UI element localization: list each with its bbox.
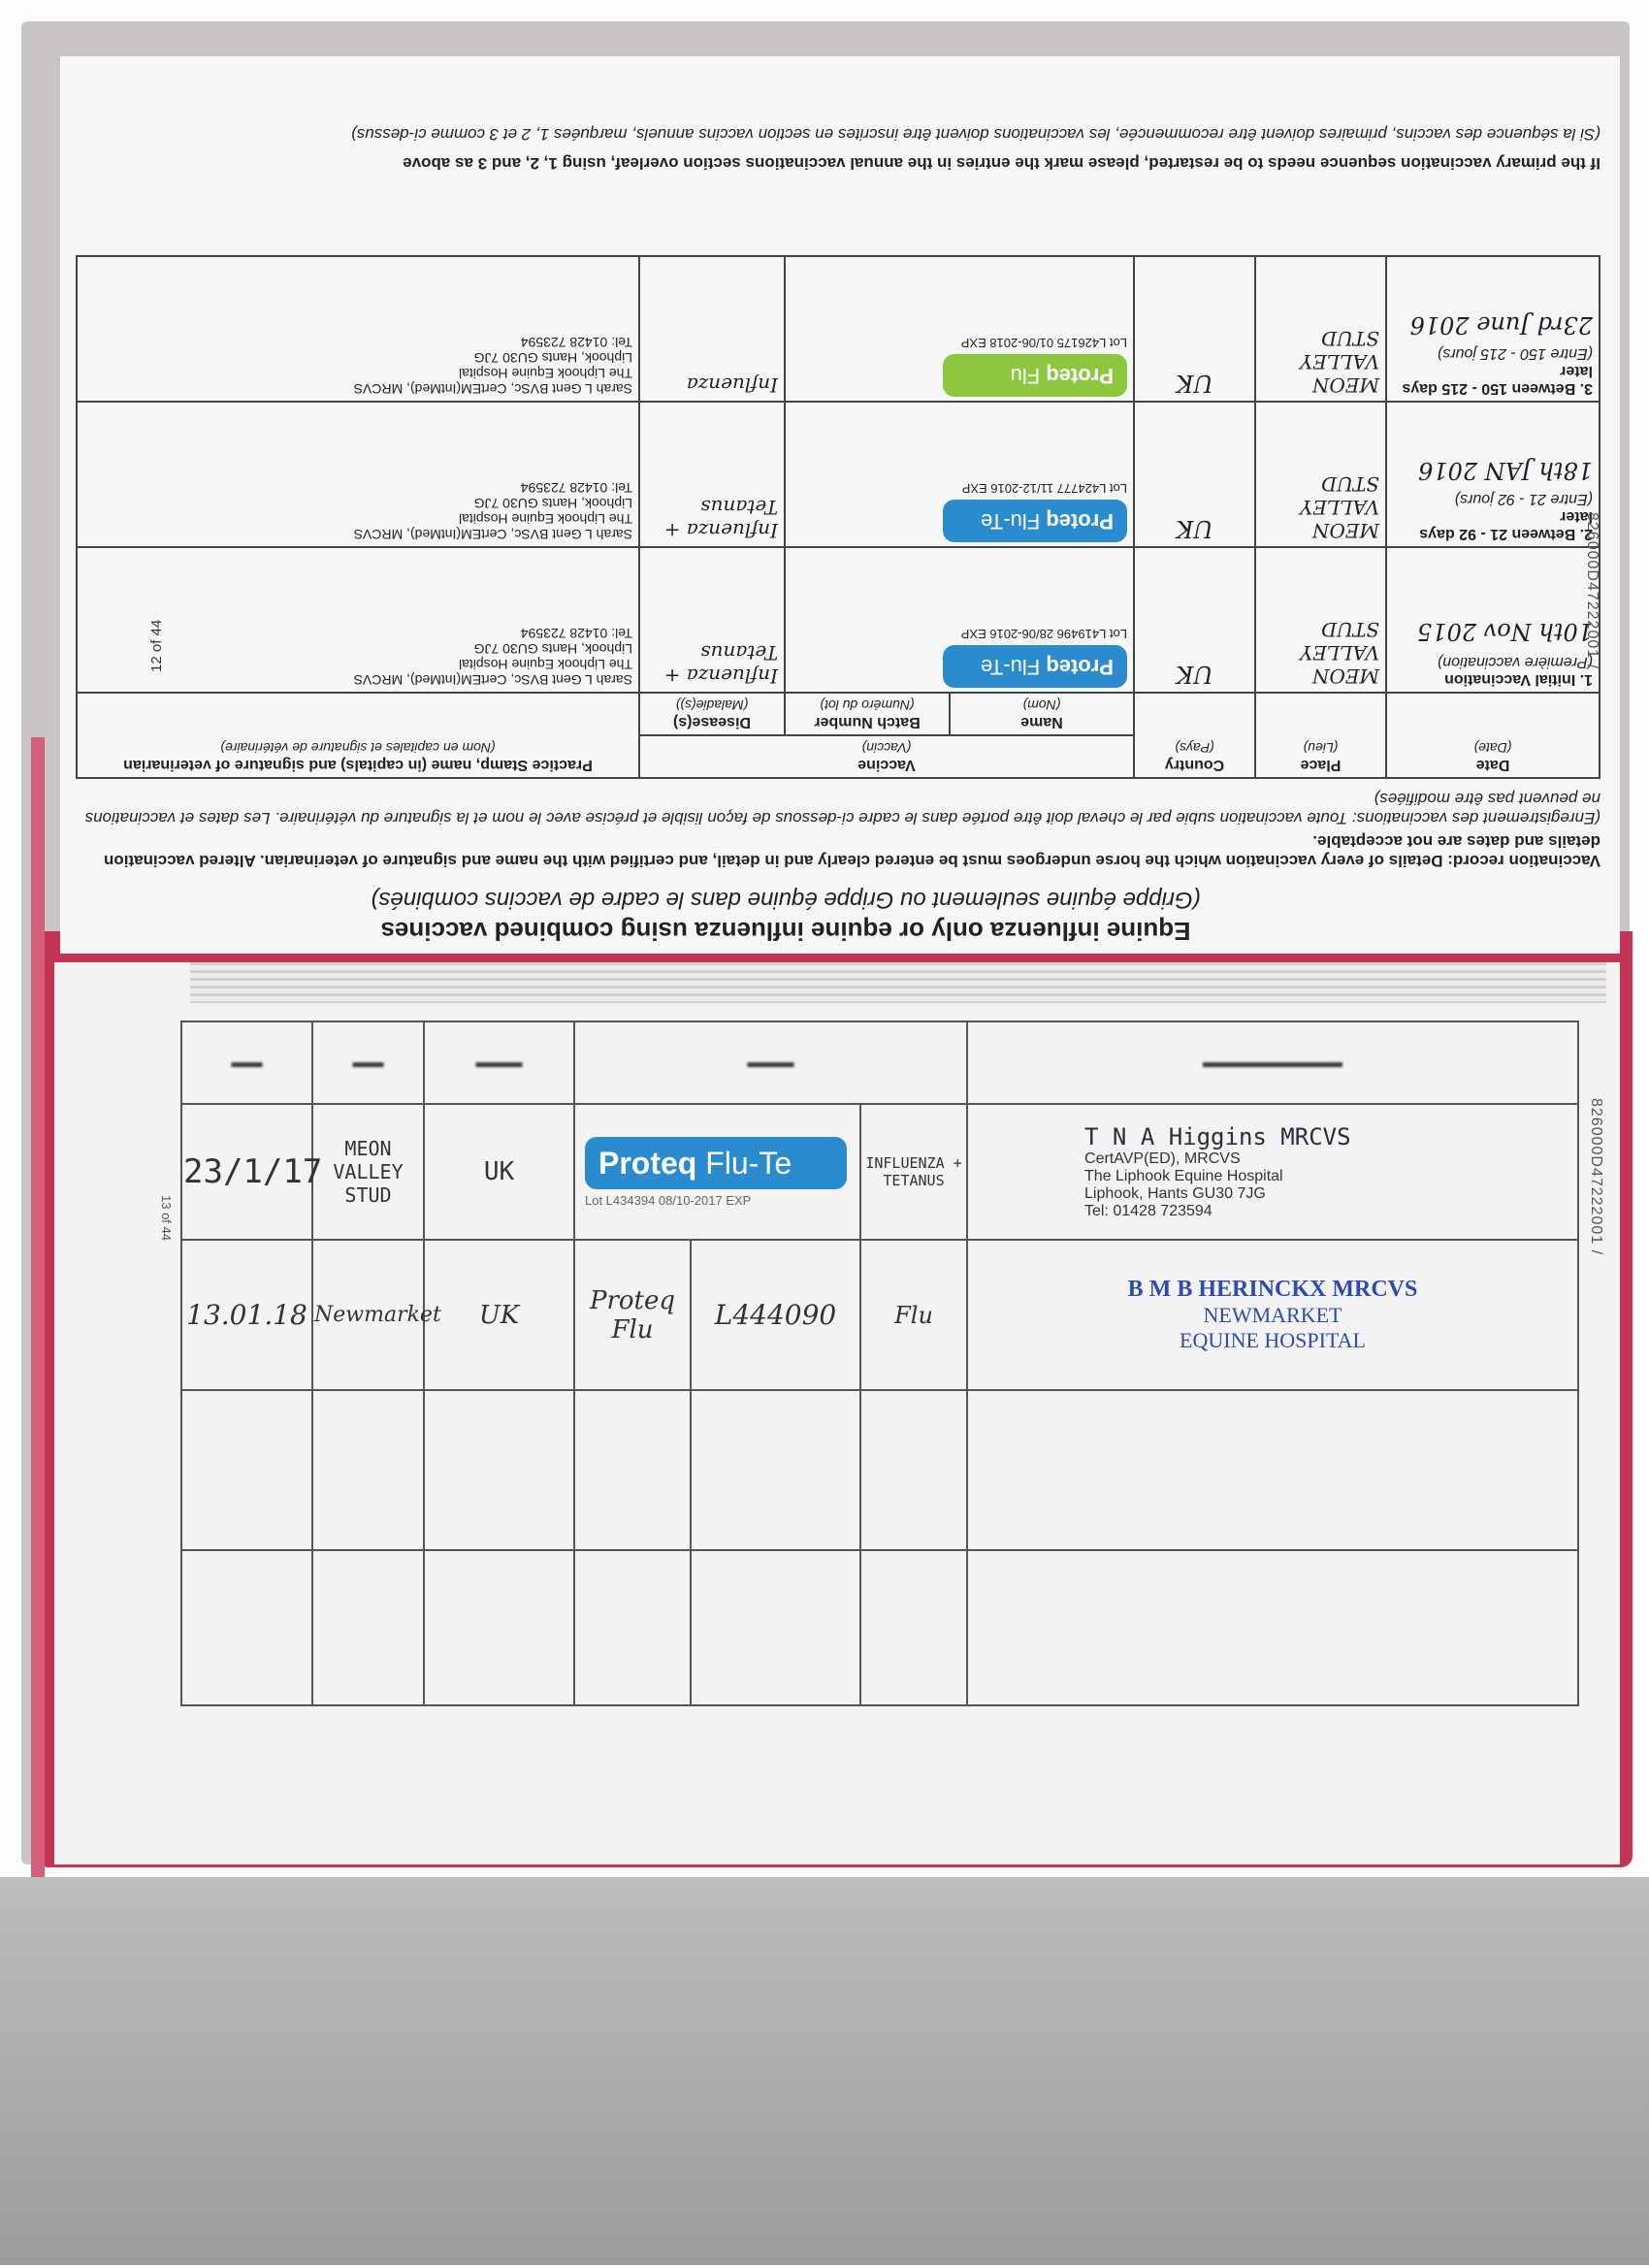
vaccine-name-cell: Proteq Flu [574,1240,691,1390]
stamp-cell: Sarah L Gent BVSc, CertEM(IntMed), MRCVS The Liphook Equine Hospital Liphook, Hants GU30 7JG Tel: 01428 723594 [77,256,639,402]
place-cell: MEON VALLEY STUD [1255,256,1386,402]
date-cell [1386,256,1600,402]
passport-code: 826000D47222001 / [1588,1098,1604,1256]
table-row [181,1390,1578,1550]
place-cell: MEON VALLEY STUD [1255,402,1386,547]
lot-number: Lot L424777 11/12-2016 EXP [961,481,1127,496]
table-row [181,1240,1578,1390]
restart-note: If the primary vaccination sequence needs to be restarted, please mark the entries in the annual vaccinations section overleaf, using 1, 2, and 3 as above [403,154,1600,173]
blurred-header: ▬▬ [312,1021,424,1104]
header-place: Place (Lieu) [1255,693,1386,778]
vaccination-page-upper [60,56,1620,954]
row-label-fr: (Entre 150 - 215 jours) [1437,345,1593,362]
page-number: 12 of 44 [148,619,165,672]
date-value: 18th JAN 2016 [1418,457,1593,484]
blurred-header: ▬▬ [181,1021,312,1104]
table-row [77,256,1600,402]
country-cell: UK [424,1240,574,1390]
vaccine-sticker: Proteq Flu [943,354,1127,397]
place-cell: Newmarket [312,1240,424,1390]
date-cell: 13.01.18 [181,1240,312,1390]
disease-cell: INFLUENZA + TETANUS [860,1104,967,1240]
vaccination-table-upper [76,255,1600,779]
country-cell: UK [424,1104,574,1240]
vaccine-label-cell [785,256,1134,402]
vaccine-label-cell [785,547,1134,693]
vaccine-label-cell [574,1104,860,1240]
stamp-cell: B M B HERINCKX MRCVS NEWMARKET EQUINE HOSPITAL [967,1240,1578,1390]
table-row [77,547,1600,693]
vaccination-table-lower [180,1021,1579,1706]
date-cell [1386,547,1600,693]
place-cell: MEON VALLEY STUD [312,1104,424,1240]
vaccination-page-upper-content [60,56,1620,954]
table-row [181,1104,1578,1240]
disease-cell: Influenza + Tetanus [639,402,785,547]
lot-number: Lot L426175 01/06-2018 EXP [960,336,1127,350]
stamp-cell: Sarah L Gent BVSc, CertEM(IntMed), MRCVS The Liphook Equine Hospital Liphook, Hants GU30 7JG Tel: 01428 723594 [77,547,639,693]
page-title-fr: (Grippe équine seulement ou Grippe équine dans le cadre de vaccins combinés) [371,887,1201,913]
disease-cell: Influenza + Tetanus [639,547,785,693]
vaccine-sticker: Proteq Flu-Te [943,645,1127,688]
date-value: 10th Nov 2015 [1417,618,1593,645]
page-title: Equine influenza only or equine influenza using combined vaccines [380,917,1191,946]
passport-code: 826000D47222001 / [1584,512,1600,670]
row-label: 1. Initial Vaccination [1444,671,1593,688]
stamp-cell: Sarah L Gent BVSc, CertEM(IntMed), MRCVS The Liphook Equine Hospital Liphook, Hants GU30 7JG Tel: 01428 723594 [77,402,639,547]
blurred-header: ▬▬▬▬▬▬▬▬▬ [967,1021,1578,1104]
record-heading: Vaccination record: [1447,852,1600,870]
blurred-header: ▬▬▬ [424,1021,574,1104]
vaccination-page-lower [54,962,1620,1864]
date-cell: 23/1/17 [181,1104,312,1240]
page-number: 13 of 44 [159,1195,174,1241]
batch-cell: L444090 [691,1240,860,1390]
header-stamp: Practice Stamp, name (in capitals) and signature of veterinarian (Nom en capitales et signature de vétérinaire) [77,693,639,778]
country-cell: UK [1134,256,1255,402]
header-country: Country (Pays) [1134,693,1255,778]
date-value: 23rd June 2016 [1409,311,1593,339]
row-label-fr: (Première vaccination) [1437,654,1593,670]
blurred-header-row [181,1021,1578,1104]
record-instructions [78,831,1600,870]
date-cell [1386,402,1600,547]
scanner-bed [0,1877,1649,2265]
header-disease: Disease(s) (Maladie(s)) [639,693,785,735]
place-cell: MEON VALLEY STUD [1255,547,1386,693]
header-vaccine: Vaccine (Vaccin) [639,735,1134,778]
header-date: Date (Date) [1386,693,1600,778]
record-text: Details of every vaccination which the horse undergoes must be entered clearly and in detail, and certified with the name and signature of veterinarian. Altered vaccination details and dates are not acceptable. [103,832,1600,870]
record-instructions-fr: (Enregistrement des vaccinations: Toute vaccination subie par le cheval doit être portée dans le cadre ci-dessous de façon lisible et précise avec le nom et la signature du vétérinaire. Les dates et vaccinations ne peuvent pas être modifiées) [84,790,1600,827]
table-row [77,402,1600,547]
disease-cell: Influenza [639,256,785,402]
blurred-heading [190,962,1606,1003]
header-name: Name (Nom) [950,693,1134,735]
header-batch: Batch Number (Numéro du lot) [785,693,950,735]
lot-number: Lot L434394 08/10-2017 EXP [585,1192,752,1208]
vaccine-sticker: Proteq Flu-Te [585,1137,847,1189]
vaccine-sticker: Proteq Flu-Te [943,500,1127,542]
blurred-header: ▬▬▬ [574,1021,967,1104]
lot-number: Lot L419496 28/06-2016 EXP [960,627,1127,641]
country-cell: UK [1134,402,1255,547]
row-label: 2. Between 21 - 92 days later [1419,508,1593,542]
vaccine-label-cell [785,402,1134,547]
disease-cell: Flu [860,1240,967,1390]
country-cell: UK [1134,547,1255,693]
restart-note-fr: (Si la séquence des vaccins, primaires doivent être recommencée, les vaccinations doivent être inscrites en section vaccins annuels, marquées 1, 2 et 3 comme ci-dessus) [351,125,1600,144]
table-row [181,1550,1578,1705]
passport-spine [31,737,45,1882]
row-label-fr: (Entre 21 - 92 jours) [1454,491,1593,507]
stamp-cell: T N A Higgins MRCVS CertAVP(ED), MRCVS The Liphook Equine Hospital Liphook, Hants GU30 7JG Tel: 01428 723594 [967,1104,1578,1240]
row-label: 3. Between 150 - 215 days later [1402,363,1593,397]
